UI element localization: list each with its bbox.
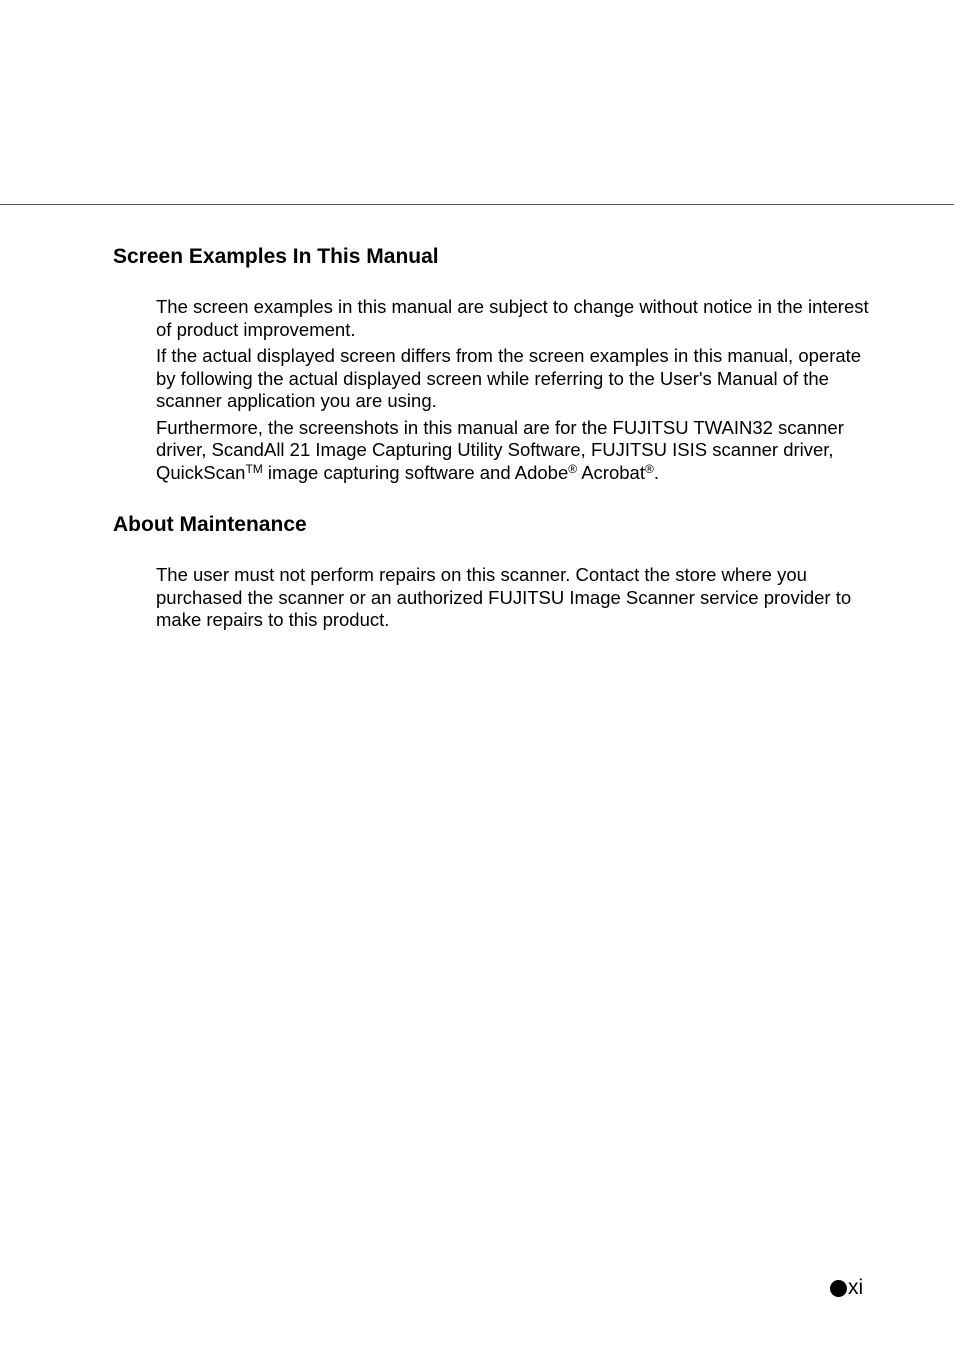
text-segment: . [653,461,659,483]
paragraph: The user must not perform repairs on this scanner. Contact the store where you purchased the scanner or an authorized FUJITSU Image Scanner service provider to make repairs to this product. [156,564,852,630]
registered-mark: ® [644,461,654,476]
section-title: About Maintenance [113,513,307,536]
section-about-maintenance [113,512,873,636]
paragraph: If the actual displayed screen differs from the screen examples in this manual, operate by following the actual displayed screen while referring to the User's Manual of the scanner application you are using. [156,345,862,411]
trademark-mark: TM [245,461,263,476]
text-segment: image capturing software and Adobe [262,461,569,483]
page-number-label: xi [848,1276,864,1299]
header-divider [0,204,954,205]
section-title: Screen Examples In This Manual [113,245,439,268]
filled-circle-icon [830,1280,847,1297]
text-segment: Acrobat [577,461,645,483]
text-segment: Furthermore, the screenshots in this manual are for the FUJITSU TWAIN32 scanner driver, ScandAll 21 Image Capturing Utility Software, FUJITSU ISIS scanner driver, QuickScan [156,416,844,483]
registered-mark: ® [568,461,578,476]
section-screen-examples [113,244,873,488]
page-number [830,1276,863,1300]
paragraph-screenshots-note [156,417,873,485]
paragraph: The screen examples in this manual are subject to change without notice in the interest of product improvement. [156,296,869,340]
